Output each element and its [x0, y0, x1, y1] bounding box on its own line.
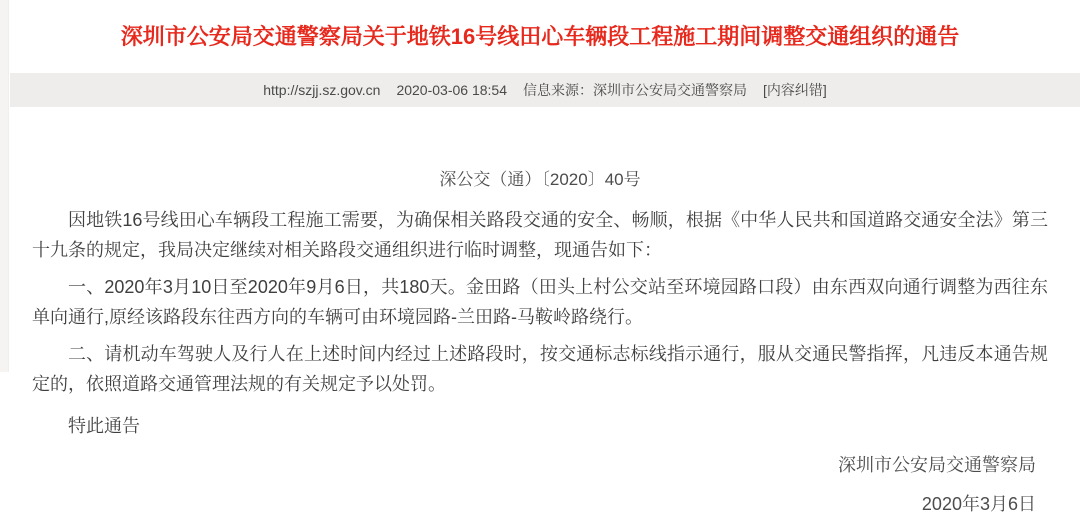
notice-paragraph-item-1: 一、2020年3月10日至2020年9月6日，共180天。金田路（田头上村公交站至环境园路口段）由东西双向通行调整为西往东单向通行,原经该路段东往西方向的车辆可由环境园路-兰田路-马鞍岭路绕行。 — [32, 277, 1048, 327]
signature-block — [32, 454, 1048, 515]
page-edge-shadow — [0, 0, 9, 372]
issue-date: 2020年3月6日 — [921, 494, 1036, 514]
closing-phrase: 特此通告 — [68, 416, 140, 436]
meta-bar — [10, 73, 1080, 107]
notice-paragraph-item-2: 二、请机动车驾驶人及行人在上述时间内经过上述路段时，按交通标志标线指示通行，服从交通民警指挥，凡违反本通告规定的，依照道路交通管理法规的有关规定予以处罚。 — [32, 344, 1048, 394]
issuer-signature: 深圳市公安局交通警察局 — [838, 455, 1036, 475]
publish-datetime: 2020-03-06 18:54 — [396, 82, 507, 98]
page-title: 深圳市公安局交通警察局关于地铁16号线田心车辆段工程施工期间调整交通组织的通告 — [120, 24, 960, 49]
content-correction-link[interactable]: [内容纠错] — [763, 82, 827, 98]
notice-body — [0, 107, 1080, 515]
info-source: 信息来源：深圳市公安局交通警察局 — [523, 82, 747, 98]
source-url: http://szjj.sz.gov.cn — [263, 82, 381, 98]
doc-number: 深公交（通）〔2020〕40号 — [439, 170, 641, 189]
notice-paragraph-intro: 因地铁16号线田心车辆段工程施工需要，为确保相关路段交通的安全、畅顺，根据《中华人民共和国道路交通安全法》第三十九条的规定，我局决定继续对相关路段交通组织进行临时调整，现通告如下： — [32, 210, 1048, 260]
